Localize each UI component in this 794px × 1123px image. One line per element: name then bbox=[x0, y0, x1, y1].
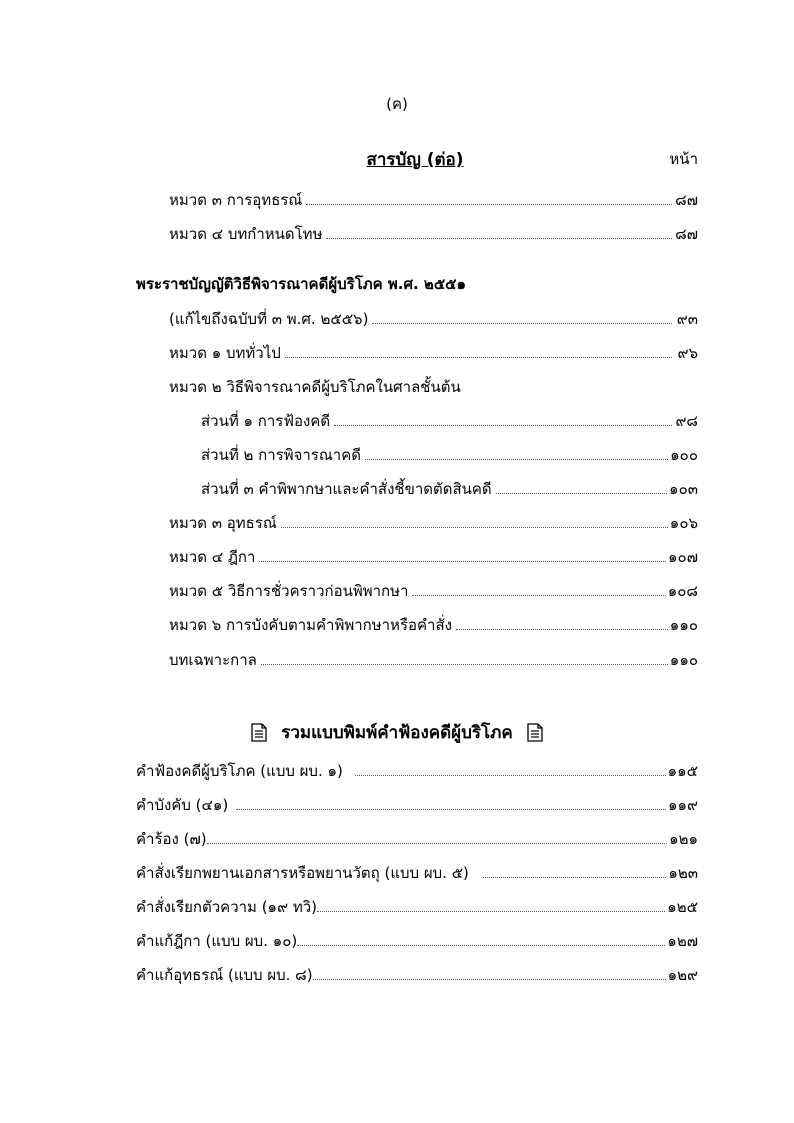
dot-leader bbox=[259, 560, 666, 562]
toc-subentry bbox=[201, 477, 698, 499]
toc-entry-label: หมวด ๓ อุทธรณ์ bbox=[169, 514, 277, 532]
toc-entry-label: หมวด ๓ การอุทธรณ์ bbox=[169, 191, 303, 209]
toc-entry-label: (แก้ไขถึงฉบับที่ ๓ พ.ศ. ๒๕๕๖) bbox=[169, 310, 369, 328]
dot-leader bbox=[285, 356, 672, 358]
dot-leader bbox=[281, 526, 668, 528]
toc-entry-page: ๑๒๙ bbox=[667, 966, 698, 984]
dot-leader bbox=[483, 876, 666, 878]
toc-entry-page: ๑๑๐ bbox=[669, 616, 698, 634]
dot-leader bbox=[306, 203, 672, 205]
toc-entry-label: หมวด ๖ การบังคับตามคำพิพากษาหรือคำสั่ง bbox=[169, 616, 452, 634]
toc-entry bbox=[169, 579, 698, 601]
toc-title: สารบัญ (ต่อ) bbox=[366, 150, 464, 170]
toc-entry bbox=[169, 188, 698, 210]
dot-leader bbox=[334, 424, 672, 426]
dot-leader bbox=[355, 774, 666, 776]
toc-entry bbox=[169, 222, 698, 244]
form-entry bbox=[136, 793, 698, 815]
dot-leader bbox=[372, 322, 672, 324]
dot-leader bbox=[236, 808, 666, 810]
toc-entry-label: หมวด ๑ บททั่วไป bbox=[169, 344, 281, 362]
toc-subentry bbox=[201, 443, 698, 465]
toc-entry-page: ๑๑๕ bbox=[667, 762, 698, 780]
toc-entry-page: ๑๐๗ bbox=[668, 548, 698, 566]
page-column-header: หน้า bbox=[669, 150, 698, 168]
toc-entry-label: บทเฉพาะกาล bbox=[169, 651, 257, 669]
dot-leader bbox=[326, 237, 672, 239]
toc-entry-label: หมวด ๔ บทกำหนดโทษ bbox=[169, 225, 323, 243]
dot-leader bbox=[412, 594, 665, 596]
dot-leader bbox=[496, 492, 667, 494]
form-entry bbox=[136, 861, 698, 883]
forms-section-heading bbox=[0, 719, 794, 746]
toc-entry bbox=[169, 511, 698, 533]
toc-entry-label: ส่วนที่ ๑ การฟ้องคดี bbox=[201, 412, 331, 430]
toc-entry-label: คำร้อง (๗) bbox=[136, 830, 207, 848]
dot-leader bbox=[365, 458, 668, 460]
toc-entry-label: หมวด ๕ วิธีการชั่วคราวก่อนพิพากษา bbox=[169, 582, 409, 600]
dot-leader bbox=[313, 978, 666, 980]
document-icon bbox=[527, 723, 543, 742]
toc-entry-label: คำสั่งเรียกพยานเอกสารหรือพยานวัตถุ (แบบ ผบ. ๕) bbox=[136, 864, 469, 882]
toc-entry bbox=[169, 648, 698, 670]
toc-entry-page: ๑๒๗ bbox=[667, 932, 698, 950]
toc-entry-page: ๙๘ bbox=[675, 412, 698, 430]
toc-entry-page: ๘๗ bbox=[675, 225, 698, 243]
toc-entry bbox=[169, 613, 698, 635]
form-entry bbox=[136, 827, 698, 849]
act-heading: พระราชบัญญัติวิธีพิจารณาคดีผู้บริโภค พ.ศ. ๒๕๕๑ bbox=[136, 275, 467, 293]
chapter-2-heading: หมวด ๒ วิธีพิจารณาคดีผู้บริโภคในศาลชั้นต้น bbox=[169, 378, 461, 396]
toc-entry-label: คำแก้ฎีกา (แบบ ผบ. ๑๐) bbox=[136, 932, 298, 950]
toc-entry-label: ส่วนที่ ๓ คำพิพากษาและคำสั่งชี้ขาดตัดสินคดี bbox=[201, 480, 492, 498]
toc-entry-page: ๑๐๓ bbox=[669, 480, 698, 498]
toc-entry-page: ๑๒๑ bbox=[669, 830, 698, 848]
form-entry bbox=[136, 759, 698, 781]
document-icon bbox=[251, 723, 267, 742]
toc-entry-page: ๑๑๙ bbox=[667, 796, 698, 814]
toc-entry-page: ๙๓ bbox=[676, 310, 698, 328]
toc-entry-page: ๑๐๘ bbox=[667, 582, 698, 600]
dot-leader bbox=[317, 910, 665, 912]
toc-entry-page: ๙๖ bbox=[677, 344, 698, 362]
form-entry bbox=[136, 963, 698, 985]
toc-entry-page: ๘๗ bbox=[675, 191, 698, 209]
toc-subentry bbox=[201, 409, 698, 431]
page-label: (ค) bbox=[386, 95, 408, 113]
toc-entry-page: ๑๐๖ bbox=[669, 514, 698, 532]
form-entry bbox=[136, 929, 698, 951]
toc-entry-page: ๑๐๐ bbox=[670, 446, 698, 464]
forms-heading-text: รวมแบบพิมพ์คำฟ้องคดีผู้บริโภค bbox=[281, 723, 513, 743]
dot-leader bbox=[456, 628, 668, 630]
toc-entry-label: คำบังคับ (๔๑) bbox=[136, 796, 229, 814]
dot-leader bbox=[207, 842, 667, 844]
toc-entry-label: คำแก้อุทธรณ์ (แบบ ผบ. ๘) bbox=[136, 966, 313, 984]
dot-leader bbox=[297, 944, 665, 946]
toc-entry-label: คำฟ้องคดีผู้บริโภค (แบบ ผบ. ๑) bbox=[136, 762, 343, 780]
dot-leader bbox=[261, 663, 668, 665]
toc-entry-label: ส่วนที่ ๒ การพิจารณาคดี bbox=[201, 446, 361, 464]
toc-entry bbox=[169, 341, 698, 363]
toc-entry bbox=[169, 307, 698, 329]
toc-entry-page: ๑๒๓ bbox=[668, 864, 698, 882]
toc-entry-label: หมวด ๔ ฎีกา bbox=[169, 548, 256, 566]
toc-entry-page: ๑๑๐ bbox=[669, 651, 698, 669]
toc-entry bbox=[169, 545, 698, 567]
form-entry bbox=[136, 895, 698, 917]
toc-entry-page: ๑๒๕ bbox=[667, 898, 698, 916]
toc-entry-label: คำสั่งเรียกตัวความ (๑๙ ทวิ) bbox=[136, 898, 317, 916]
